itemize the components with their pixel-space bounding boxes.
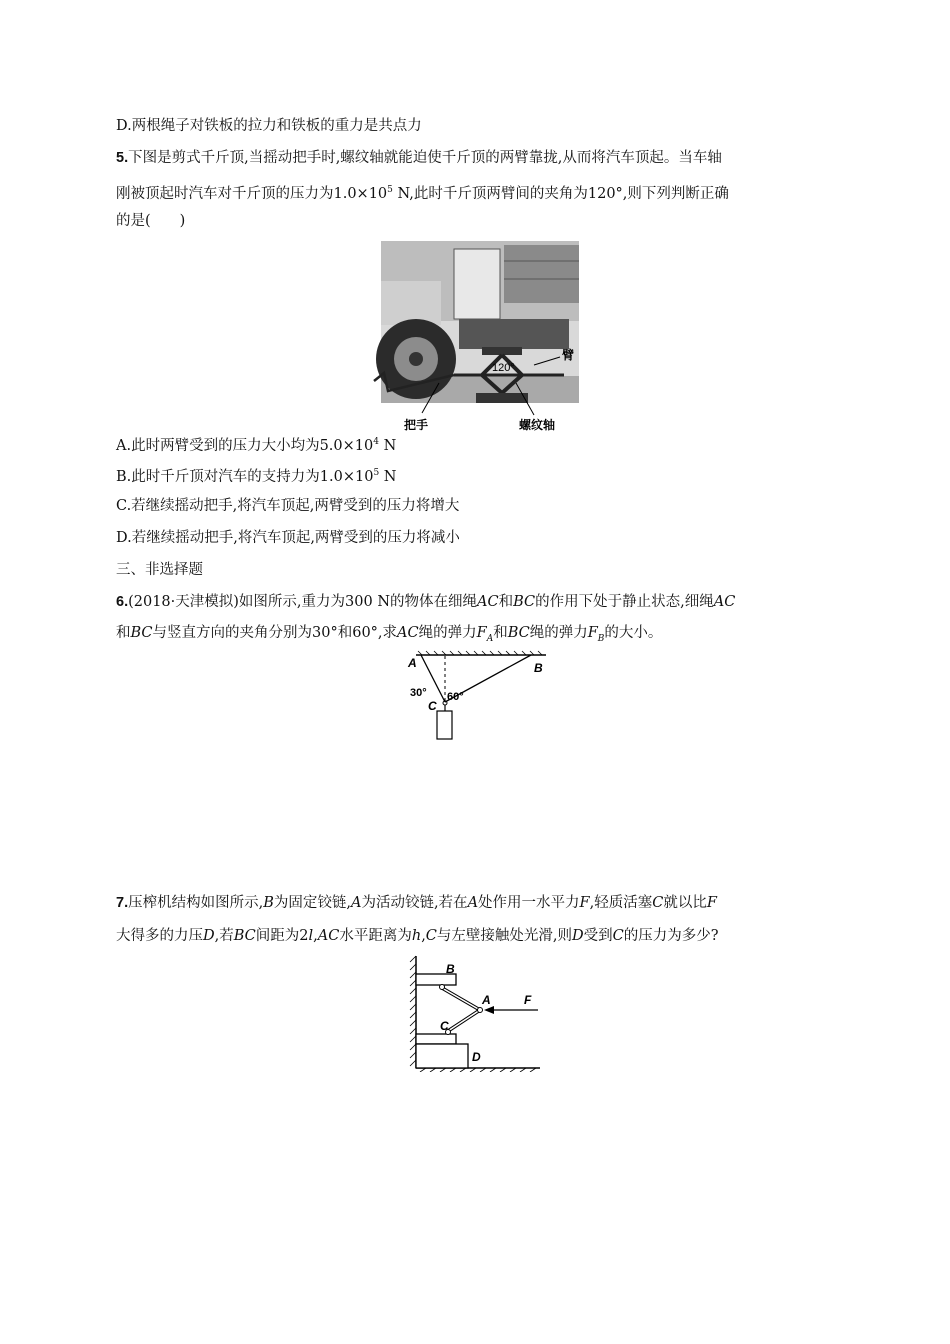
q6-text: 如图所示,重力为300 N的物体在细绳 — [238, 594, 478, 610]
q6-source: (2018·天津模拟) — [128, 594, 239, 610]
q5-stem-text2b: N,此时千斤顶两臂间的夹角为120°,则下列判断正确 — [392, 185, 729, 202]
q5-option-b — [116, 463, 396, 487]
q7-text: ,轻质活塞 — [589, 895, 653, 911]
q7-text: 受到 — [583, 928, 613, 944]
q5-jack-figure — [364, 241, 596, 437]
link-ac-inner — [448, 1010, 480, 1031]
q7-var-a: A — [350, 895, 362, 911]
q7-stem-line2 — [116, 926, 719, 946]
q7-text: 处作用一水平力 — [478, 895, 580, 911]
q7-var-d: D — [203, 928, 215, 944]
q6-var-fb: F — [587, 625, 598, 641]
q7-label-b: B — [446, 962, 455, 976]
q7-var-h: h — [411, 928, 422, 944]
q7-label-c: C — [440, 1019, 449, 1033]
q5-arm-label: 臂 — [562, 348, 575, 362]
q7-stem-line1 — [116, 893, 717, 913]
q6-text: 和 — [498, 594, 514, 610]
q6-stem-line2 — [116, 623, 662, 649]
q6-stem-line1 — [116, 592, 735, 612]
q7-var-ac: AC — [317, 928, 340, 944]
fender — [381, 281, 441, 325]
q7-text: 为活动铰链,若在 — [361, 895, 468, 911]
force-arrow-head — [484, 1006, 494, 1014]
q6-var-fa: F — [476, 625, 487, 641]
q7-var-l: l — [308, 928, 314, 944]
q6-text: 和 — [493, 625, 508, 641]
jack-top-plate — [482, 347, 522, 355]
q5-option-b-exp: 5 — [373, 468, 380, 478]
q5-option-d: D.若继续摇动把手,将汽车顶起,两臂受到的压力将减小 — [116, 530, 460, 546]
q6-var-fa-sub: A — [486, 633, 494, 644]
q5-option-a-exp: 4 — [373, 437, 379, 447]
q7-label-d: D — [472, 1050, 481, 1064]
q6-text: 绳的弹力 — [529, 625, 588, 641]
link-ba-inner — [442, 988, 480, 1010]
jack-base — [476, 393, 528, 403]
hub — [409, 352, 423, 366]
q6-number: 6. — [116, 594, 129, 610]
truck-door — [454, 249, 500, 319]
q7-var-c: C — [612, 928, 624, 944]
q7-var-d: D — [572, 928, 584, 944]
q6-var-bc: BC — [513, 594, 536, 610]
q7-var-f: F — [579, 895, 590, 911]
q7-var-a: A — [467, 895, 479, 911]
q6-var-ac: AC — [477, 594, 499, 610]
q7-text: 压榨机结构如图所示, — [128, 895, 264, 911]
q6-rope-figure — [400, 650, 560, 746]
q7-text: 为固定铰链, — [273, 895, 351, 911]
q6-var-fb-sub: B — [597, 633, 605, 644]
hinge-a — [478, 1008, 483, 1013]
q7-var-b: B — [263, 895, 274, 911]
q5-option-a — [116, 432, 396, 456]
undercarriage — [459, 319, 569, 349]
hanging-block — [437, 711, 452, 739]
q5-stem-text1: 下图是剪式千斤顶,当摇动把手时,螺纹轴就能迫使千斤顶的两臂靠拢,从而将汽车顶起。当车轴 — [128, 150, 722, 166]
q7-label-f: F — [524, 993, 532, 1007]
q5-option-a-unit: N — [378, 437, 397, 454]
q6-var-bc: BC — [130, 625, 153, 641]
q5-option-b-unit: N — [379, 468, 397, 485]
block-d — [416, 1044, 468, 1068]
q5-stem-line1 — [116, 148, 722, 168]
q7-text: 就以比 — [663, 895, 707, 911]
q5-option-a-text: A.此时两臂受到的压力大小均为5.0×10 — [116, 437, 374, 454]
q7-var-f: F — [706, 895, 717, 911]
q7-text: 水平距离为 — [339, 928, 412, 944]
section-title: 三、非选择题 — [116, 562, 203, 578]
q5-screw-label: 螺纹轴 — [519, 418, 556, 432]
q7-text: 与左壁接触处光滑,则 — [436, 928, 573, 944]
q5-angle-label: 120° — [492, 362, 515, 374]
q7-text: 的压力为多少? — [623, 928, 719, 944]
q6-label-60: 60° — [447, 691, 464, 703]
q5-force-value: 1.0×10 — [333, 185, 388, 202]
q6-label-a: A — [408, 656, 417, 670]
q7-text: ,若 — [214, 928, 234, 944]
q5-stem-line3: 的是( ) — [116, 213, 186, 229]
q7-text: 间距为2 — [255, 928, 309, 944]
q6-text: 绳的弹力 — [418, 625, 477, 641]
q7-text: 大得多的力压 — [116, 928, 203, 944]
piston-c — [416, 1034, 456, 1044]
q7-press-figure — [406, 954, 546, 1072]
q6-text: 的大小。 — [604, 625, 663, 641]
q6-label-b: B — [534, 661, 543, 675]
q4-option-d: D.两根绳子对铁板的拉力和铁板的重力是共点力 — [116, 118, 422, 134]
q7-text: , — [313, 928, 318, 944]
q6-text: 的作用下处于静止状态,细绳 — [535, 594, 714, 610]
q5-option-b-text: B.此时千斤顶对汽车的支持力为1.0×10 — [116, 468, 374, 485]
q5-stem-line2 — [116, 180, 729, 204]
q6-var-ac: AC — [397, 625, 419, 641]
hinge-b — [440, 985, 445, 990]
truck-bed — [504, 245, 579, 303]
q6-text: 和 — [116, 625, 131, 641]
q6-label-30: 30° — [410, 687, 427, 699]
q6-var-bc: BC — [507, 625, 530, 641]
q7-var-c: C — [425, 928, 437, 944]
q7-text: , — [421, 928, 426, 944]
q6-label-c: C — [428, 699, 437, 713]
q7-number: 7. — [116, 895, 129, 911]
q6-var-ac: AC — [713, 594, 736, 610]
q5-stem-text2a: 刚被顶起时汽车对千斤顶的压力为 — [116, 185, 334, 202]
q6-text: 与竖直方向的夹角分别为30°和60°,求 — [152, 625, 398, 641]
q5-handle-label: 把手 — [404, 418, 429, 432]
q7-var-c: C — [652, 895, 664, 911]
q7-label-a: A — [482, 993, 491, 1007]
q5-force-exp: 5 — [387, 185, 393, 195]
wall-hatch — [410, 956, 416, 1066]
q5-option-c: C.若继续摇动把手,将汽车顶起,两臂受到的压力将增大 — [116, 498, 460, 514]
q7-var-bc: BC — [233, 928, 256, 944]
q5-number: 5. — [116, 150, 129, 166]
